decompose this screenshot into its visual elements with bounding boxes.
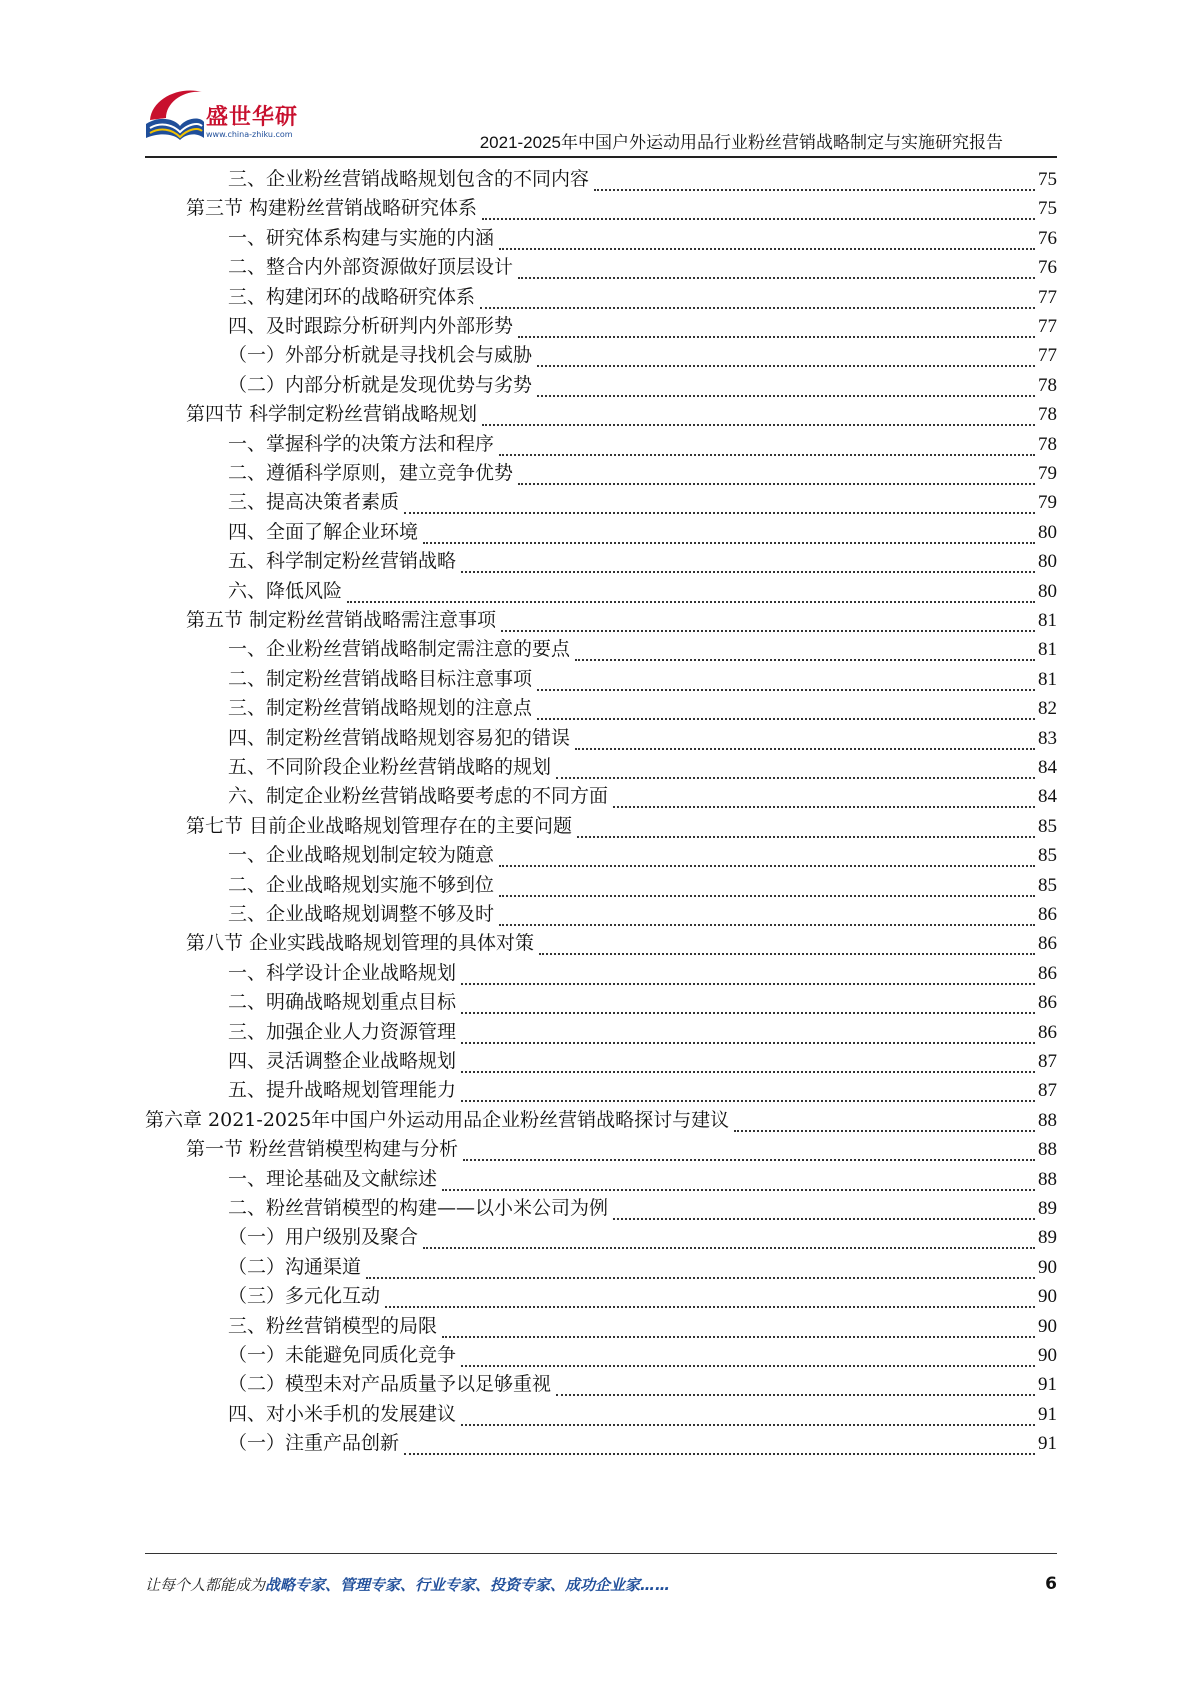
toc-entry-title: 五、提升战略规划管理能力 xyxy=(228,1081,459,1100)
toc-entry-title: 二、制定粉丝营销战略目标注意事项 xyxy=(228,670,535,689)
toc-dot-leader xyxy=(613,1218,1035,1220)
toc-entry-page: 87 xyxy=(1038,1080,1057,1102)
toc-entry-title: 一、企业粉丝营销战略制定需注意的要点 xyxy=(228,640,573,659)
toc-dot-leader xyxy=(404,1453,1035,1455)
toc-dot-leader xyxy=(461,1100,1035,1102)
toc-dot-leader xyxy=(461,1424,1035,1426)
toc-entry[interactable] xyxy=(228,458,1057,489)
toc-entry-page: 78 xyxy=(1038,404,1057,426)
toc-entry-page: 89 xyxy=(1038,1227,1057,1249)
toc-entry-title: 三、构建闭环的战略研究体系 xyxy=(228,288,478,307)
toc-entry[interactable] xyxy=(186,811,1057,842)
toc-entry[interactable] xyxy=(145,1105,1057,1136)
toc-dot-leader xyxy=(556,777,1035,779)
toc-dot-leader xyxy=(537,689,1035,691)
toc-entry-page: 86 xyxy=(1038,933,1057,955)
toc-entry-title: （二）沟通渠道 xyxy=(228,1258,364,1277)
toc-dot-leader xyxy=(518,277,1035,279)
toc-entry-title: 二、遵循科学原则，建立竞争优势 xyxy=(228,464,516,483)
toc-entry-page: 77 xyxy=(1038,345,1057,367)
toc-entry-page: 81 xyxy=(1038,639,1057,661)
toc-entry-page: 87 xyxy=(1038,1051,1057,1072)
toc-entry-title: 三、粉丝营销模型的局限 xyxy=(228,1317,440,1336)
toc-entry-title: 四、制定粉丝营销战略规划容易犯的错误 xyxy=(228,729,573,748)
toc-entry-page: 85 xyxy=(1038,874,1057,896)
toc-dot-leader xyxy=(366,1277,1035,1279)
toc-entry[interactable] xyxy=(228,1046,1057,1077)
toc-dot-leader xyxy=(482,424,1035,426)
slogan-highlight: 战略专家、管理专家、行业专家、投资专家、成功企业家…… xyxy=(265,1576,671,1594)
toc-entry-title: 第七节 目前企业战略规划管理存在的主要问题 xyxy=(186,817,575,836)
toc-dot-leader xyxy=(404,512,1035,514)
toc-entry[interactable] xyxy=(228,1075,1057,1106)
toc-entry[interactable] xyxy=(228,517,1057,548)
toc-dot-leader xyxy=(575,748,1035,750)
toc-entry-page: 86 xyxy=(1038,992,1057,1014)
toc-dot-leader xyxy=(518,483,1035,485)
toc-entry[interactable] xyxy=(228,429,1057,460)
toc-dot-leader xyxy=(482,218,1035,220)
toc-entry-page: 79 xyxy=(1038,463,1057,484)
toc-entry-page: 78 xyxy=(1038,374,1057,396)
toc-entry[interactable] xyxy=(228,1252,1057,1283)
page-header xyxy=(0,0,1191,160)
toc-entry[interactable] xyxy=(186,928,1057,959)
toc-dot-leader xyxy=(461,1071,1035,1073)
toc-entry-page: 77 xyxy=(1038,286,1057,308)
toc-entry[interactable] xyxy=(228,223,1057,254)
toc-entry-title: 四、灵活调整企业战略规划 xyxy=(228,1052,459,1071)
toc-dot-leader xyxy=(442,1336,1035,1338)
toc-entry[interactable] xyxy=(186,1134,1057,1165)
toc-entry-title: 第三节 构建粉丝营销战略研究体系 xyxy=(186,199,480,218)
toc-dot-leader xyxy=(461,983,1035,985)
toc-entry-title: 三、企业粉丝营销战略规划包含的不同内容 xyxy=(228,170,592,189)
toc-entry[interactable] xyxy=(228,752,1057,783)
page-footer xyxy=(145,1574,1057,1604)
toc-entry-title: 四、及时跟踪分析研判内外部形势 xyxy=(228,317,516,336)
toc-entry[interactable] xyxy=(228,1281,1057,1312)
toc-entry-title: 第四节 科学制定粉丝营销战略规划 xyxy=(186,405,480,424)
toc-entry-page: 88 xyxy=(1038,1168,1057,1190)
footer-divider xyxy=(145,1553,1057,1554)
toc-entry-title: 五、不同阶段企业粉丝营销战略的规划 xyxy=(228,758,554,777)
toc-entry-title: 三、加强企业人力资源管理 xyxy=(228,1023,459,1042)
toc-dot-leader xyxy=(499,865,1035,867)
toc-entry-title: （三）多元化互动 xyxy=(228,1287,383,1306)
toc-entry[interactable] xyxy=(228,958,1057,989)
toc-entry[interactable] xyxy=(228,693,1057,724)
toc-dot-leader xyxy=(499,895,1035,897)
toc-entry[interactable] xyxy=(228,1369,1057,1400)
toc-entry-title: 二、企业战略规划实施不够到位 xyxy=(228,876,497,895)
toc-entry-title: （一）用户级别及聚合 xyxy=(228,1228,421,1247)
toc-entry-page: 79 xyxy=(1038,492,1057,514)
toc-dot-leader xyxy=(385,1306,1035,1308)
toc-dot-leader xyxy=(518,336,1035,338)
toc-dot-leader xyxy=(423,542,1035,544)
toc-dot-leader xyxy=(577,836,1035,838)
toc-entry[interactable] xyxy=(186,193,1057,224)
toc-entry[interactable] xyxy=(186,605,1057,636)
toc-entry[interactable] xyxy=(186,399,1057,430)
toc-dot-leader xyxy=(463,1159,1035,1161)
toc-entry-page: 85 xyxy=(1038,815,1057,837)
toc-entry-page: 76 xyxy=(1038,257,1057,279)
toc-dot-leader xyxy=(480,307,1035,309)
logo-text: 盛世华研 xyxy=(206,105,299,130)
toc-entry-title: 一、企业战略规划制定较为随意 xyxy=(228,846,497,865)
toc-entry[interactable] xyxy=(228,664,1057,695)
toc-dot-leader xyxy=(575,659,1035,661)
toc-entry-title: 第一节 粉丝营销模型构建与分析 xyxy=(186,1140,461,1159)
slogan-prefix: 让每个人都能成为 xyxy=(145,1576,266,1594)
toc-entry[interactable] xyxy=(228,840,1057,871)
toc-entry-page: 76 xyxy=(1038,227,1057,249)
toc-entry[interactable] xyxy=(228,1193,1057,1224)
toc-entry[interactable] xyxy=(228,1311,1057,1342)
toc-entry-title: （一）外部分析就是寻找机会与威胁 xyxy=(228,346,535,365)
toc-entry-page: 90 xyxy=(1038,1345,1057,1366)
toc-entry-page: 88 xyxy=(1038,1109,1057,1131)
toc-dot-leader xyxy=(613,806,1035,808)
header-divider xyxy=(145,156,1057,158)
toc-entry-title: 三、企业战略规划调整不够及时 xyxy=(228,905,497,924)
toc-entry-page: 86 xyxy=(1038,1021,1057,1043)
toc-dot-leader xyxy=(537,395,1035,397)
toc-entry[interactable] xyxy=(228,870,1057,901)
page-number: 6 xyxy=(1045,1574,1057,1594)
toc-dot-leader xyxy=(461,571,1035,573)
toc-entry-page: 91 xyxy=(1038,1433,1057,1455)
toc-dot-leader xyxy=(461,1012,1035,1014)
toc-entry[interactable] xyxy=(228,1222,1057,1253)
toc-dot-leader xyxy=(499,924,1035,926)
toc-entry-page: 90 xyxy=(1038,1286,1057,1308)
toc-entry-page: 75 xyxy=(1038,169,1057,190)
toc-entry[interactable] xyxy=(228,899,1057,930)
toc-entry-page: 80 xyxy=(1038,580,1057,602)
toc-entry-title: 三、制定粉丝营销战略规划的注意点 xyxy=(228,699,535,718)
toc-entry-page: 86 xyxy=(1038,904,1057,925)
toc-entry-page: 84 xyxy=(1038,757,1057,778)
toc-dot-leader xyxy=(537,718,1035,720)
toc-entry-page: 83 xyxy=(1038,727,1057,749)
toc-entry[interactable] xyxy=(228,487,1057,518)
toc-entry[interactable] xyxy=(228,1399,1057,1430)
toc-entry-page: 81 xyxy=(1038,668,1057,690)
toc-entry-page: 90 xyxy=(1038,1256,1057,1278)
toc-dot-leader xyxy=(594,189,1035,191)
toc-entry-page: 78 xyxy=(1038,433,1057,455)
toc-entry[interactable] xyxy=(228,634,1057,665)
toc-dot-leader xyxy=(442,1189,1035,1191)
toc-entry[interactable] xyxy=(228,576,1057,607)
toc-dot-leader xyxy=(423,1247,1035,1249)
toc-entry-page: 91 xyxy=(1038,1403,1057,1425)
toc-entry-title: 一、科学设计企业战略规划 xyxy=(228,964,459,983)
toc-entry-title: 四、全面了解企业环境 xyxy=(228,523,421,542)
toc-dot-leader xyxy=(347,601,1035,603)
toc-entry[interactable] xyxy=(228,1164,1057,1195)
toc-entry-title: 二、整合内外部资源做好顶层设计 xyxy=(228,258,516,277)
toc-entry[interactable] xyxy=(228,1340,1057,1371)
toc-entry-page: 80 xyxy=(1038,551,1057,573)
toc-entry[interactable] xyxy=(228,282,1057,313)
toc-entry-page: 75 xyxy=(1038,198,1057,220)
toc-entry[interactable] xyxy=(228,370,1057,401)
toc-entry-title: 四、对小米手机的发展建议 xyxy=(228,1405,459,1424)
toc-entry-title: 一、理论基础及文献综述 xyxy=(228,1170,440,1189)
toc-entry-title: 六、制定企业粉丝营销战略要考虑的不同方面 xyxy=(228,787,611,806)
toc-entry[interactable] xyxy=(228,546,1057,577)
toc-entry[interactable] xyxy=(228,164,1057,195)
toc-entry-page: 85 xyxy=(1038,845,1057,867)
report-title: 2021-2025年中国户外运动用品行业粉丝营销战略制定与实施研究报告 xyxy=(479,133,1003,152)
toc-entry-title: 二、粉丝营销模型的构建——以小米公司为例 xyxy=(228,1199,611,1218)
toc-dot-leader xyxy=(499,454,1035,456)
toc-dot-leader xyxy=(501,630,1035,632)
toc-entry-page: 86 xyxy=(1038,962,1057,984)
toc-entry-page: 91 xyxy=(1038,1374,1057,1396)
toc-entry-page: 88 xyxy=(1038,1139,1057,1161)
toc-entry-title: 第五节 制定粉丝营销战略需注意事项 xyxy=(186,611,499,630)
toc-dot-leader xyxy=(539,953,1035,955)
toc-entry-title: 第八节 企业实践战略规划管理的具体对策 xyxy=(186,934,537,953)
toc-entry[interactable] xyxy=(228,723,1057,754)
toc-entry-title: 六、降低风险 xyxy=(228,582,345,601)
toc-entry-title: （一）注重产品创新 xyxy=(228,1434,402,1453)
toc-dot-leader xyxy=(499,248,1035,250)
toc-entry-title: 一、研究体系构建与实施的内涵 xyxy=(228,229,497,248)
toc-entry-title: （二）内部分析就是发现优势与劣势 xyxy=(228,376,535,395)
toc-entry-page: 90 xyxy=(1038,1315,1057,1337)
toc-dot-leader xyxy=(537,365,1035,367)
toc-entry-title: （二）模型未对产品质量予以足够重视 xyxy=(228,1375,554,1394)
toc-entry-page: 80 xyxy=(1038,521,1057,543)
toc-entry-title: 二、明确战略规划重点目标 xyxy=(228,993,459,1012)
toc-entry-page: 81 xyxy=(1038,610,1057,631)
toc-dot-leader xyxy=(734,1130,1035,1132)
toc-entry[interactable] xyxy=(228,252,1057,283)
toc-entry-title: 五、科学制定粉丝营销战略 xyxy=(228,552,459,571)
toc-entry[interactable] xyxy=(228,781,1057,812)
footer-slogan xyxy=(145,1574,670,1595)
toc-entry-page: 77 xyxy=(1038,316,1057,337)
toc-entry-page: 82 xyxy=(1038,698,1057,720)
toc-entry-title: 第六章 2021-2025年中国户外运动用品企业粉丝营销战略探讨与建议 xyxy=(145,1111,732,1130)
toc-entry[interactable] xyxy=(228,311,1057,342)
toc-entry-page: 84 xyxy=(1038,786,1057,808)
toc-dot-leader xyxy=(461,1042,1035,1044)
toc-entry[interactable] xyxy=(228,1428,1057,1459)
toc-entry[interactable] xyxy=(228,987,1057,1018)
logo-url: www.china-zhiku.com xyxy=(206,130,293,139)
toc-entry-title: （一）未能避免同质化竞争 xyxy=(228,1346,459,1365)
toc-entry[interactable] xyxy=(228,1017,1057,1048)
toc-entry-page: 89 xyxy=(1038,1198,1057,1219)
toc-dot-leader xyxy=(556,1394,1035,1396)
toc-entry-title: 三、提高决策者素质 xyxy=(228,493,402,512)
toc-entry[interactable] xyxy=(228,340,1057,371)
toc-entry-title: 一、掌握科学的决策方法和程序 xyxy=(228,435,497,454)
toc-dot-leader xyxy=(461,1365,1035,1367)
